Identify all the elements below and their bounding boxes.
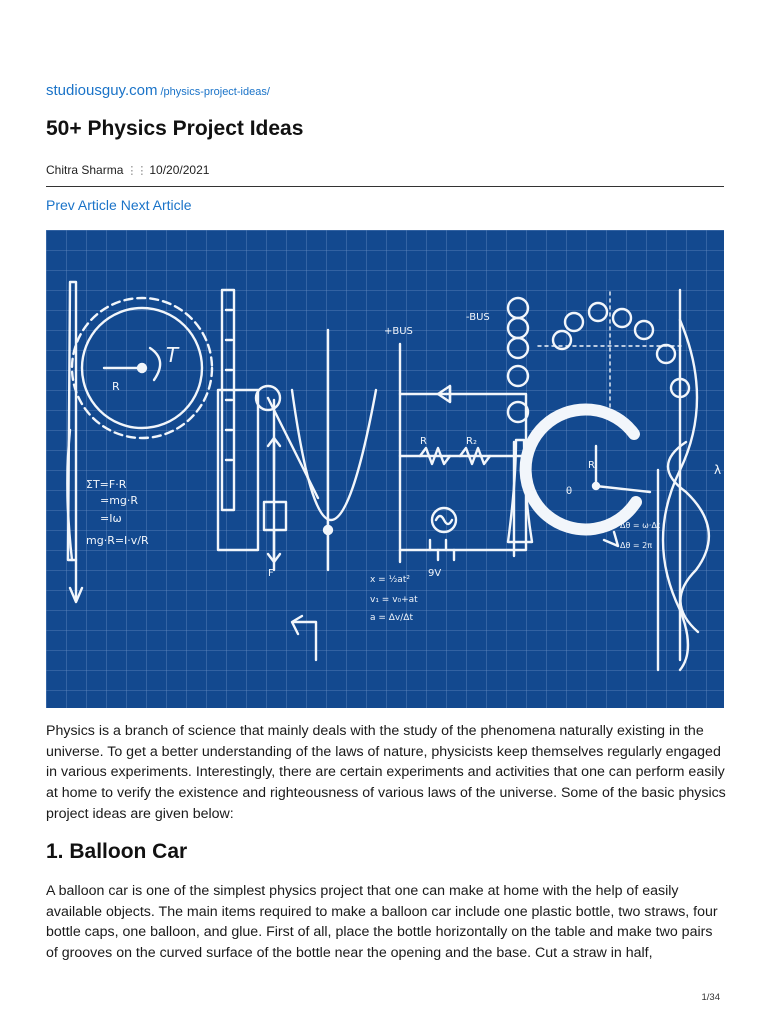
- source-link[interactable]: [46, 82, 270, 100]
- page-number: 1/34: [701, 992, 720, 1003]
- svg-text:R: R: [112, 380, 120, 393]
- section-heading: 1. Balloon Car: [46, 840, 188, 863]
- article-title: 50+ Physics Project Ideas: [46, 117, 304, 140]
- svg-text:R₂: R₂: [466, 436, 477, 447]
- svg-text:v₁ = v₀+at: v₁ = v₀+at: [370, 595, 418, 605]
- svg-text:-BUS: -BUS: [466, 312, 490, 323]
- section-paragraph: A balloon car is one of the simplest physics project that one can make at home with the help of easily available objects. The main items required to make a balloon car include one plastic bottle, two straws, four bottle caps, one balloon, and glue. First of all, place the bottle horizontally on the table and make two pairs of grooves on the curved surface of the bottle near the opening and the base. Cut a straw in half,: [46, 883, 718, 962]
- svg-text:mg·R=I·v/R: mg·R=I·v/R: [86, 534, 149, 547]
- svg-text:T: T: [166, 343, 179, 367]
- svg-text:ΣT=F·R: ΣT=F·R: [86, 478, 127, 491]
- svg-text:θ: θ: [566, 486, 573, 497]
- svg-text:=mg·R: =mg·R: [100, 494, 139, 507]
- header-divider: [46, 186, 724, 187]
- svg-text:x = ½at²: x = ½at²: [370, 575, 410, 585]
- article-meta: [46, 163, 209, 177]
- prev-article-link[interactable]: Prev Article: [46, 197, 117, 213]
- svg-text:a = Δv/Δt: a = Δv/Δt: [370, 613, 413, 623]
- svg-text:+BUS: +BUS: [384, 326, 413, 337]
- svg-text:R: R: [420, 436, 427, 447]
- svg-text:=Iω: =Iω: [100, 512, 122, 525]
- svg-text:λ: λ: [714, 463, 722, 477]
- author-name: Chitra Sharma: [46, 163, 124, 177]
- svg-text:Δθ = 2π: Δθ = 2π: [620, 541, 653, 550]
- svg-text:9V: 9V: [428, 568, 442, 579]
- source-path-link[interactable]: /physics-project-ideas/: [160, 86, 270, 98]
- svg-text:R: R: [588, 460, 595, 471]
- meta-separator: ⋮⋮: [126, 165, 147, 177]
- svg-text:F: F: [268, 568, 274, 579]
- publish-date: 10/20/2021: [149, 163, 210, 177]
- hero-image: [46, 230, 724, 708]
- intro-paragraph: Physics is a branch of science that mainly deals with the study of the phenomena naturally existing in the universe. To get a better understanding of the laws of nature, physicists keep themselves regularly engaged in various experiments. Interestingly, there are certain experiments and activities that one can perform easily at home to verify the existence and righteousness of various laws of the universe. Some of the basic physics project ideas are given below:: [46, 723, 726, 822]
- source-domain-link[interactable]: studiousguy.com: [46, 82, 158, 99]
- article-nav: [46, 197, 192, 213]
- svg-text:Δθ = ω·Δt: Δθ = ω·Δt: [620, 521, 661, 530]
- next-article-link[interactable]: Next Article: [120, 197, 192, 213]
